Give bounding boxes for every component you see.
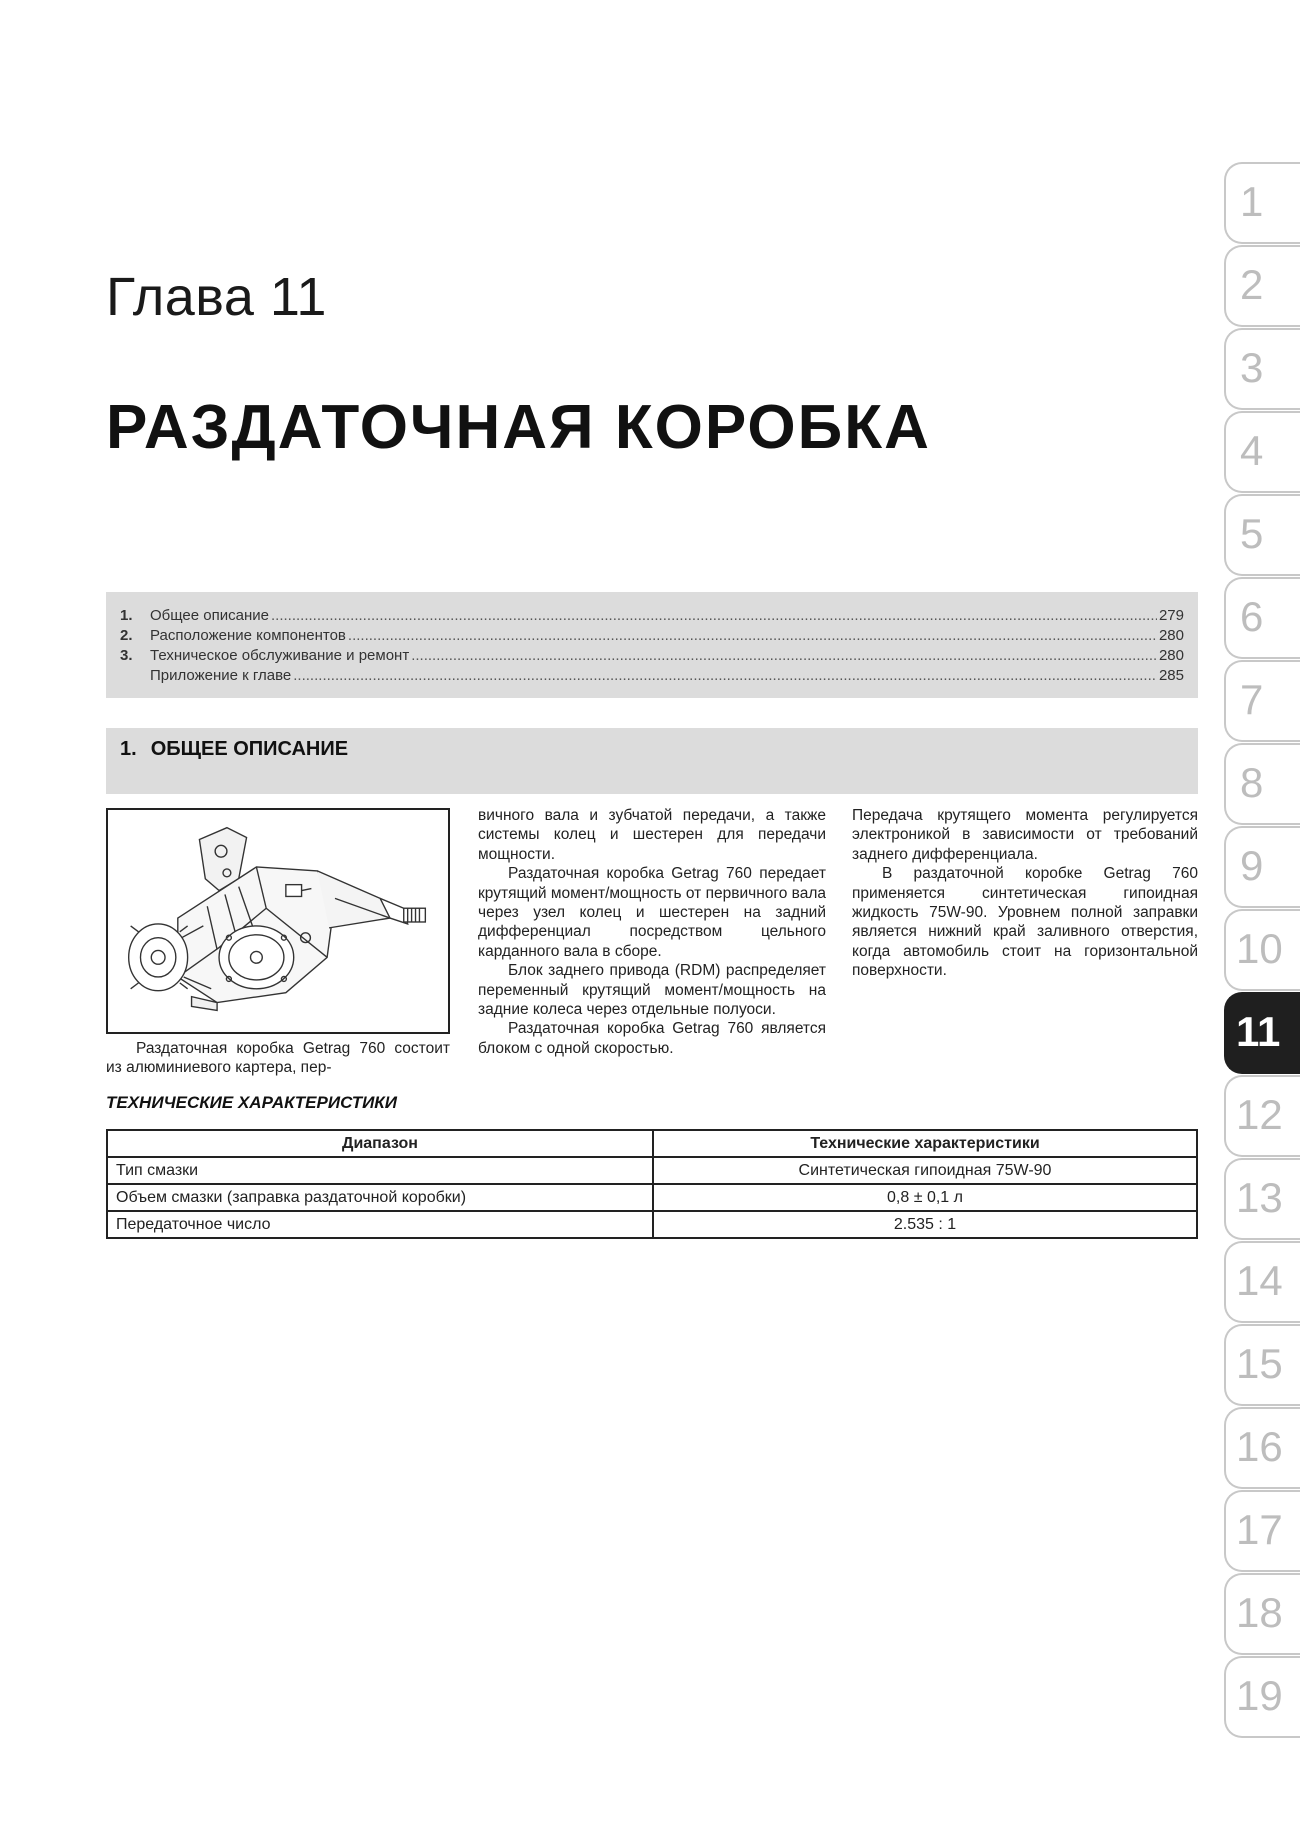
table-cell: Объем смазки (заправка раздаточной коробки) xyxy=(107,1184,653,1211)
chapter-tab-label: 19 xyxy=(1236,1672,1283,1719)
chapter-tab-label: 1 xyxy=(1240,178,1264,225)
toc-item[interactable] xyxy=(120,666,1184,686)
paragraph: Раздаточная коробка Getrag 760 состоит из алюминиевого картера, пер- xyxy=(106,1040,450,1077)
column-header: Диапазон xyxy=(107,1130,653,1157)
chapter-tab-3[interactable] xyxy=(1224,328,1300,410)
chapter-tab-17[interactable] xyxy=(1224,1490,1300,1572)
chapter-tab-label: 8 xyxy=(1240,759,1264,806)
toc-item-number: 3. xyxy=(120,647,133,664)
paragraph: Передача крутящего момента регулируется электроникой в зависимости от требований заднего дифференциала. xyxy=(852,807,1198,863)
transfer-case-drawing xyxy=(108,810,448,1032)
chapter-tab-6[interactable] xyxy=(1224,577,1300,659)
chapter-tab-5[interactable] xyxy=(1224,494,1300,576)
paragraph: Раздаточная коробка Getrag 760 передает крутящий момент/мощность от первичного вала через узел колец и шестерен на задний дифференциал посредством цельного карданного вала в сборе. xyxy=(478,865,826,960)
chapter-title: РАЗДАТОЧНАЯ КОРОБКА xyxy=(106,393,931,462)
chapter-tab-13[interactable] xyxy=(1224,1158,1300,1240)
section-number: 1. xyxy=(120,738,137,760)
toc-item-title: Приложение к главе xyxy=(150,667,292,684)
section-title: ОБЩЕЕ ОПИСАНИЕ xyxy=(150,738,349,760)
chapter-tab-label: 9 xyxy=(1240,842,1264,889)
chapter-tab-7[interactable] xyxy=(1224,660,1300,742)
chapter-tab-4[interactable] xyxy=(1224,411,1300,493)
paragraph: Раздаточная коробка Getrag 760 является блоком с одной скоростью. xyxy=(478,1020,826,1057)
chapter-tab-15[interactable] xyxy=(1224,1324,1300,1406)
toc-leader-dots xyxy=(271,606,1157,626)
chapter-tab-label: 2 xyxy=(1240,261,1264,308)
chapter-tab-2[interactable] xyxy=(1224,245,1300,327)
chapter-tab-label: 15 xyxy=(1236,1340,1283,1387)
table-row xyxy=(107,1211,1197,1238)
toc-item-page: 280 xyxy=(1158,627,1184,644)
chapter-tab-14[interactable] xyxy=(1224,1241,1300,1323)
chapter-tab-label: 12 xyxy=(1236,1091,1283,1138)
text-column-left xyxy=(106,1039,450,1078)
text-column-right xyxy=(852,806,1198,981)
table-of-contents xyxy=(106,592,1198,698)
chapter-tab-1[interactable] xyxy=(1224,162,1300,244)
paragraph: Блок заднего привода (RDM) распределяет переменный крутящий момент/мощность на задние колеса через отдельные полуоси. xyxy=(478,962,826,1019)
paragraph: В раздаточной коробке Getrag 760 применяется синтетическая гипоидная жидкость 75W-90. Уровнем полной заправки является нижний край заливного отверстия, когда автомобиль стоит на горизонтальной поверхности. xyxy=(852,865,1198,980)
specs-table xyxy=(106,1129,1198,1239)
chapter-tab-label: 5 xyxy=(1240,510,1264,557)
chapter-tab-label: 14 xyxy=(1236,1257,1283,1304)
transfer-case-illustration xyxy=(106,808,450,1034)
toc-item[interactable] xyxy=(120,606,1184,626)
table-row xyxy=(107,1157,1197,1184)
table-cell: 2.535 : 1 xyxy=(653,1211,1197,1238)
chapter-tab-12[interactable] xyxy=(1224,1075,1300,1157)
table-cell: 0,8 ± 0,1 л xyxy=(653,1184,1197,1211)
chapter-tab-19[interactable] xyxy=(1224,1656,1300,1738)
toc-item-number: 1. xyxy=(120,607,133,624)
table-cell: Тип смазки xyxy=(107,1157,653,1184)
chapter-tab-label: 3 xyxy=(1240,344,1264,391)
chapter-tab-8[interactable] xyxy=(1224,743,1300,825)
chapter-tab-9[interactable] xyxy=(1224,826,1300,908)
toc-item[interactable] xyxy=(120,626,1184,646)
chapter-tab-label: 13 xyxy=(1236,1174,1283,1221)
column-header: Технические характеристики xyxy=(653,1130,1197,1157)
table-cell: Синтетическая гипоидная 75W-90 xyxy=(653,1157,1197,1184)
toc-item-title: Расположение компонентов xyxy=(150,627,346,644)
chapter-tab-label: 10 xyxy=(1236,925,1283,972)
chapter-tab-label: 11 xyxy=(1236,1008,1281,1055)
table-header-row xyxy=(107,1130,1197,1157)
toc-item-title: Общее описание xyxy=(150,607,269,624)
chapter-tab-label: 16 xyxy=(1236,1423,1283,1470)
chapter-tab-label: 7 xyxy=(1240,676,1264,723)
chapter-tab-label: 6 xyxy=(1240,593,1264,640)
toc-leader-dots xyxy=(411,646,1157,666)
toc-item-number: 2. xyxy=(120,627,133,644)
text-column-middle xyxy=(478,806,826,1058)
paragraph: вичного вала и зубчатой передачи, а также системы колец и шестерен для передачи мощности. xyxy=(478,807,826,863)
section-header xyxy=(106,728,1198,794)
toc-item-page: 279 xyxy=(1158,607,1184,624)
toc-item-title: Техническое обслуживание и ремонт xyxy=(150,647,410,664)
toc-item-page: 285 xyxy=(1158,667,1184,684)
toc-leader-dots xyxy=(293,666,1157,686)
chapter-tab-label: 4 xyxy=(1240,427,1264,474)
toc-item-page: 280 xyxy=(1158,647,1184,664)
chapter-tab-10[interactable] xyxy=(1224,909,1300,991)
chapter-tab-11[interactable] xyxy=(1224,992,1300,1074)
chapter-tab-18[interactable] xyxy=(1224,1573,1300,1655)
table-row xyxy=(107,1184,1197,1211)
specs-heading: ТЕХНИЧЕСКИЕ ХАРАКТЕРИСТИКИ xyxy=(106,1093,397,1112)
chapter-tab-label: 18 xyxy=(1236,1589,1283,1636)
chapter-label: Глава 11 xyxy=(106,267,327,327)
table-cell: Передаточное число xyxy=(107,1211,653,1238)
chapter-tabs xyxy=(1224,162,1300,1739)
chapter-tab-label: 17 xyxy=(1236,1506,1283,1553)
chapter-tab-16[interactable] xyxy=(1224,1407,1300,1489)
toc-leader-dots xyxy=(348,626,1157,646)
toc-item[interactable] xyxy=(120,646,1184,666)
